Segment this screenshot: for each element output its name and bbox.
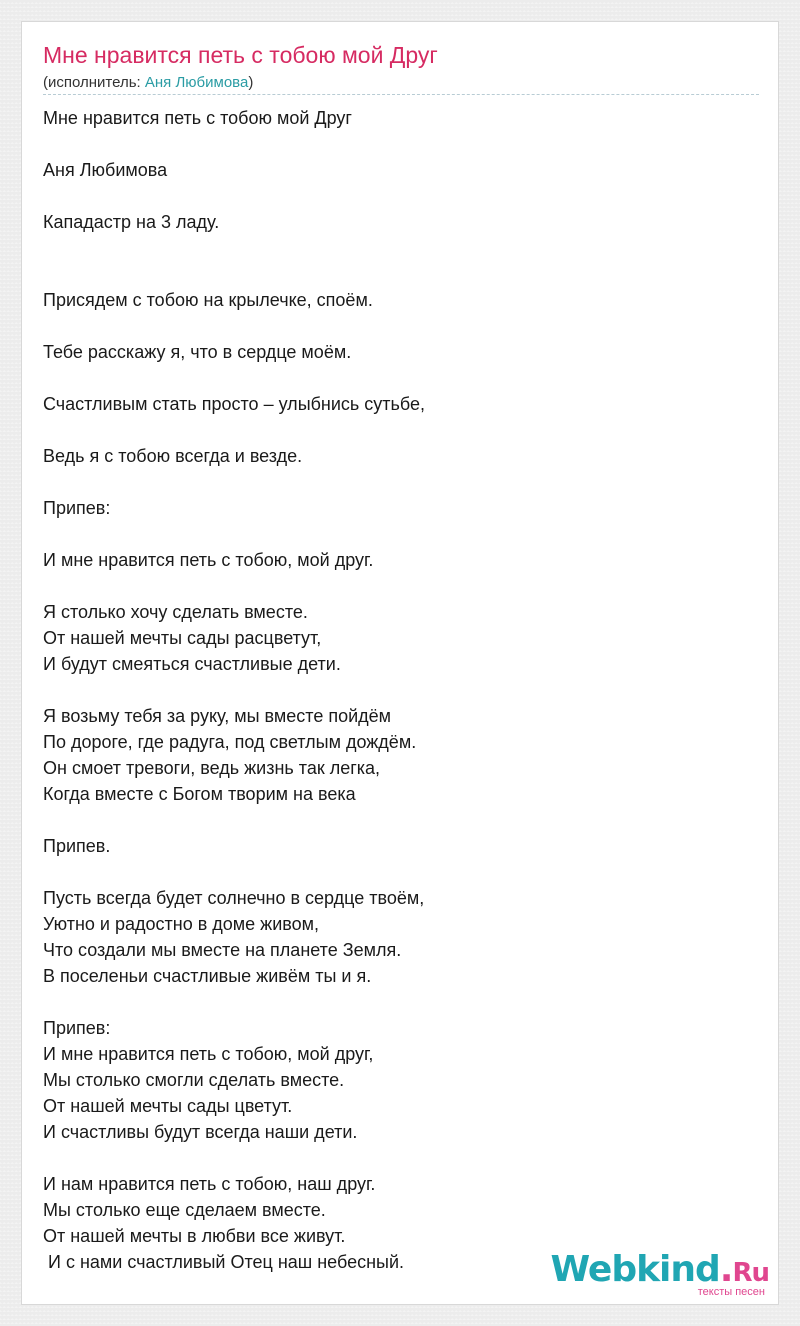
lyric-line <box>43 235 759 261</box>
lyric-line <box>43 417 759 443</box>
lyric-line <box>43 313 759 339</box>
lyric-line: Я столько хочу сделать вместе. <box>43 602 308 622</box>
lyric-line: И будут смеяться счастливые дети. <box>43 654 341 674</box>
lyric-line: Счастливым стать просто – улыбнись сутьбе, <box>43 394 426 414</box>
logo-tld: Ru <box>732 1258 769 1288</box>
lyric-line: И с нами счастливый Отец наш небесный. <box>43 1252 405 1272</box>
lyric-line <box>43 521 759 547</box>
lyric-line: Уютно и радостно в доме живом, <box>43 914 320 934</box>
webkind-watermark <box>550 1251 769 1298</box>
lyric-line <box>43 859 759 885</box>
lyric-line: От нашей мечты сады цветут. <box>43 1096 293 1116</box>
lyric-line <box>43 183 759 209</box>
lyric-line: Пусть всегда будет солнечно в сердце твоём, <box>43 888 425 908</box>
lyric-line: Припев: <box>43 498 111 518</box>
lyric-line: По дороге, где радуга, под светлым дождём. <box>43 732 417 752</box>
lyric-line: Он смоет тревоги, ведь жизнь так легка, <box>43 758 381 778</box>
lyric-line: Присядем с тобою на крылечке, споём. <box>43 290 373 310</box>
lyric-line: Что создали мы вместе на планете Земля. <box>43 940 402 960</box>
song-title: Мне нравится петь с тобою мой Друг <box>43 42 438 68</box>
lyric-line: Ведь я с тобою всегда и везде. <box>43 446 303 466</box>
lyric-line: Тебе расскажу я, что в сердце моём. <box>43 342 352 362</box>
logo-tagline: тексты песен <box>697 1286 765 1298</box>
lyric-line: Мы столько смогли сделать вместе. <box>43 1070 345 1090</box>
lyric-line: Аня Любимова <box>43 160 168 180</box>
performer-link[interactable]: Аня Любимова <box>144 74 249 91</box>
lyric-line <box>43 261 759 287</box>
lyric-line: Припев: <box>43 1018 111 1038</box>
lyric-line: Припев. <box>43 836 111 856</box>
performer-suffix: ) <box>248 74 254 91</box>
lyric-line: И нам нравится петь с тобою, наш друг. <box>43 1174 376 1194</box>
lyric-line <box>43 807 759 833</box>
logo-dot: . <box>719 1249 733 1290</box>
performer-line <box>43 74 253 91</box>
lyric-line: Когда вместе с Богом творим на века <box>43 784 356 804</box>
lyric-line: Мне нравится петь с тобою мой Друг <box>43 108 352 128</box>
lyric-line <box>43 989 759 1015</box>
lyric-line <box>43 1145 759 1171</box>
lyric-line: В поселеньи счастливые живём ты и я. <box>43 966 372 986</box>
lyric-line: И мне нравится петь с тобою, мой друг, <box>43 1044 374 1064</box>
lyric-line <box>43 469 759 495</box>
lyric-line <box>43 365 759 391</box>
title-divider <box>43 94 759 95</box>
lyric-line: И мне нравится петь с тобою, мой друг. <box>43 550 374 570</box>
performer-prefix: (исполнитель: <box>43 74 145 91</box>
lyric-line: От нашей мечты сады расцветут, <box>43 628 322 648</box>
lyric-line: От нашей мечты в любви все живут. <box>43 1226 346 1246</box>
lyric-line: Мы столько еще сделаем вместе. <box>43 1200 326 1220</box>
lyric-line <box>43 573 759 599</box>
lyric-line: И счастливы будут всегда наши дети. <box>43 1122 358 1142</box>
lyrics-card <box>21 21 779 1305</box>
lyric-line: Я возьму тебя за руку, мы вместе пойдём <box>43 706 392 726</box>
lyrics-text <box>43 105 759 1275</box>
lyric-line <box>43 677 759 703</box>
logo-name: Webkind <box>550 1249 720 1290</box>
lyric-line <box>43 131 759 157</box>
lyric-line: Кападастр на 3 ладу. <box>43 212 220 232</box>
